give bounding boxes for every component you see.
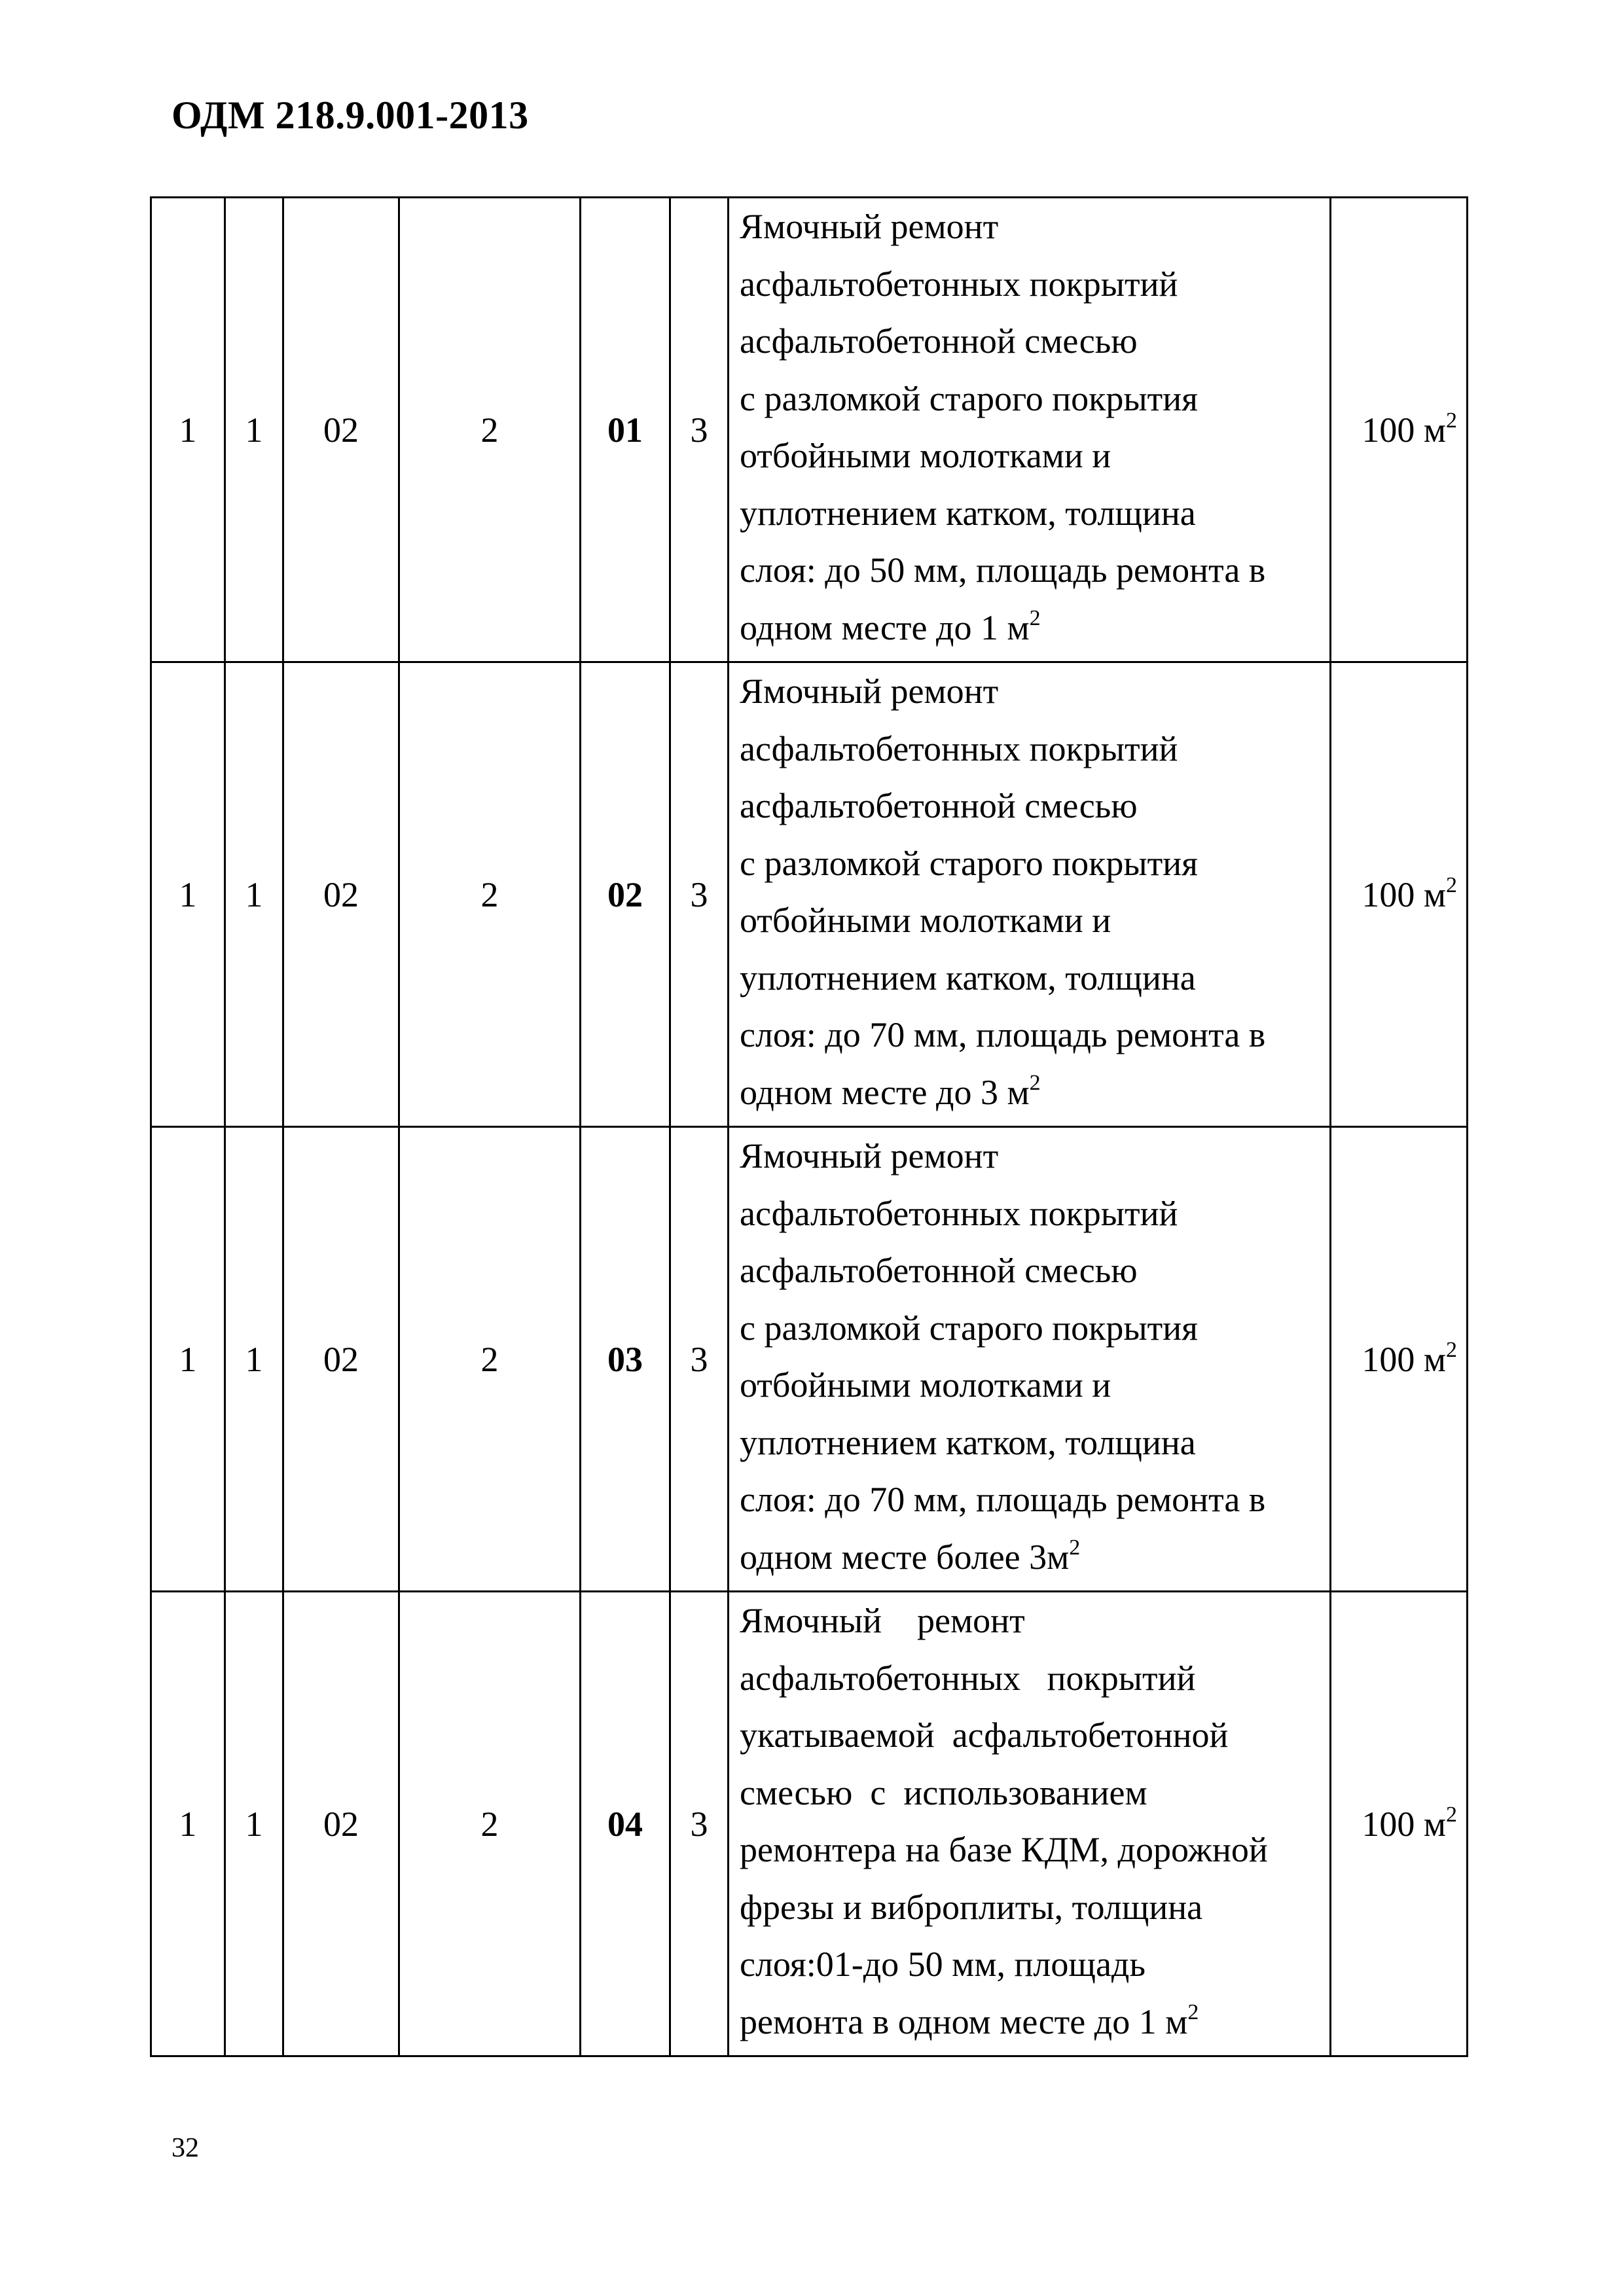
page-number: 32: [171, 2133, 199, 2163]
table-row: [151, 662, 1468, 1127]
description-line: одном месте до 3 $м^2$: [740, 1070, 1041, 1112]
cell-code-3: 02: [283, 1127, 399, 1592]
cell-description: [729, 198, 1331, 662]
cell-code-2: 1: [225, 198, 283, 662]
cell-code-2: 1: [225, 1127, 283, 1592]
description-line: уплотнением катком, толщина: [740, 493, 1196, 533]
description-line: Ямочный ремонт: [740, 207, 999, 246]
cell-code-2: 1: [225, 662, 283, 1127]
superscript: 2: [1069, 1535, 1081, 1560]
document-header: ОДМ 218.9.001-2013: [171, 94, 529, 137]
superscript: 2: [1446, 872, 1457, 897]
table-row: [151, 1592, 1468, 2056]
cell-code-6: 3: [670, 1127, 729, 1592]
superscript: 2: [1029, 1070, 1041, 1095]
description-line: асфальтобетонной смесью: [740, 786, 1138, 825]
description-line: асфальтобетонных покрытий: [740, 1658, 1196, 1698]
superscript: 2: [1187, 2000, 1199, 2024]
superscript: 2: [1029, 605, 1041, 630]
cell-code-4: 2: [399, 1127, 581, 1592]
cell-code-4: 2: [399, 198, 581, 662]
description-line: отбойными молотками и: [740, 436, 1111, 475]
description-line: уплотнением катком, толщина: [740, 958, 1196, 997]
description-line: одном месте до 1 $м^2$: [740, 605, 1041, 647]
cell-unit: 100 $м^2$: [1331, 1127, 1468, 1592]
description-line: слоя: до 70 мм, площадь ремонта в: [740, 1015, 1266, 1054]
description-line: асфальтобетонной смесью: [740, 321, 1138, 361]
cell-code-5: 02: [581, 662, 670, 1127]
description-line: одном месте более $3м^2$: [740, 1535, 1081, 1577]
cell-code-1: 1: [151, 1127, 225, 1592]
description-line: ремонта в одном месте до 1 $м^2$: [740, 2000, 1199, 2041]
classification-table: [150, 196, 1468, 2057]
cell-description: [729, 662, 1331, 1127]
cell-code-5: 01: [581, 198, 670, 662]
cell-code-6: 3: [670, 662, 729, 1127]
cell-code-2: 1: [225, 1592, 283, 2056]
description-line: асфальтобетонной смесью: [740, 1251, 1138, 1290]
description-line: отбойными молотками и: [740, 1365, 1111, 1405]
superscript: 2: [1446, 1802, 1457, 1827]
superscript: 2: [1446, 408, 1457, 433]
cell-code-5: 04: [581, 1592, 670, 2056]
cell-unit: 100 $м^2$: [1331, 1592, 1468, 2056]
cell-code-3: 02: [283, 1592, 399, 2056]
table-body: [151, 198, 1468, 2056]
description-line: асфальтобетонных покрытий: [740, 728, 1178, 768]
description-line: с разломкой старого покрытия: [740, 378, 1198, 418]
cell-code-1: 1: [151, 198, 225, 662]
description-line: уплотнением катком, толщина: [740, 1422, 1196, 1462]
description-line: Ямочный ремонт: [740, 1136, 999, 1175]
description-line: Ямочный ремонт: [740, 672, 999, 711]
description-line: отбойными молотками и: [740, 901, 1111, 940]
cell-description: [729, 1127, 1331, 1592]
description-line: ремонтера на базе КДМ, дорожной: [740, 1830, 1268, 1869]
description-line: асфальтобетонных покрытий: [740, 1193, 1178, 1233]
cell-code-1: 1: [151, 1592, 225, 2056]
cell-code-4: 2: [399, 662, 581, 1127]
cell-unit: 100 $м^2$: [1331, 662, 1468, 1127]
description-line: слоя: до 70 мм, площадь ремонта в: [740, 1480, 1266, 1519]
description-line: с разломкой старого покрытия: [740, 1308, 1198, 1348]
description-line: слоя: до 50 мм, площадь ремонта в: [740, 550, 1266, 590]
cell-code-5: 03: [581, 1127, 670, 1592]
description-line: фрезы и виброплиты, толщина: [740, 1887, 1203, 1927]
cell-code-3: 02: [283, 198, 399, 662]
description-line: асфальтобетонных покрытий: [740, 264, 1178, 304]
cell-unit: 100 $м^2$: [1331, 198, 1468, 662]
table-row: [151, 198, 1468, 662]
description-line: укатываемой асфальтобетонной: [740, 1715, 1229, 1755]
cell-code-4: 2: [399, 1592, 581, 2056]
superscript: 2: [1446, 1337, 1457, 1362]
table-row: [151, 1127, 1468, 1592]
description-line: слоя:01-до 50 мм, площадь: [740, 1945, 1146, 1984]
cell-code-6: 3: [670, 198, 729, 662]
cell-code-3: 02: [283, 662, 399, 1127]
description-line: Ямочный ремонт: [740, 1601, 1025, 1640]
cell-code-1: 1: [151, 662, 225, 1127]
description-line: смесью с использованием: [740, 1772, 1147, 1812]
cell-description: [729, 1592, 1331, 2056]
cell-code-6: 3: [670, 1592, 729, 2056]
description-line: с разломкой старого покрытия: [740, 843, 1198, 883]
